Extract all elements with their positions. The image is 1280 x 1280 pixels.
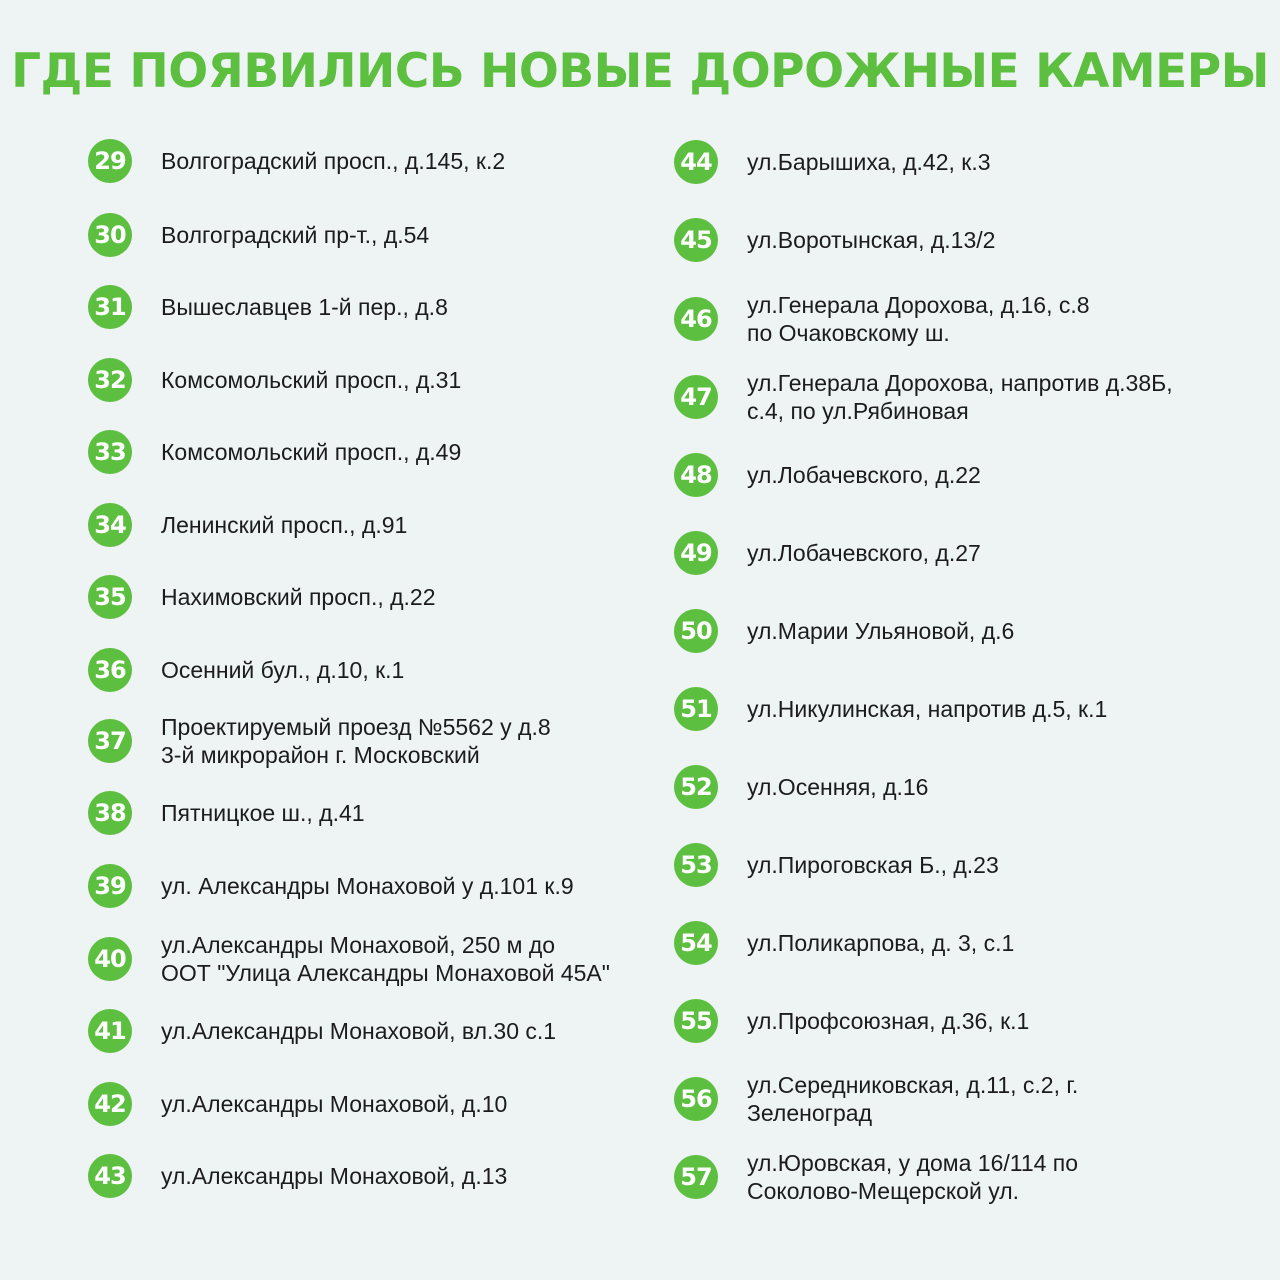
- list-item: [88, 277, 448, 337]
- item-address: Волгоградский пр-т., д.54: [161, 222, 430, 248]
- item-number-badge: 49: [674, 531, 718, 575]
- item-number-badge: 39: [88, 864, 132, 908]
- item-number-badge: 52: [674, 765, 718, 809]
- list-item: [88, 1146, 507, 1206]
- item-address: ул.Пироговская Б., д.23: [747, 852, 999, 878]
- item-number-badge: 33: [88, 430, 132, 474]
- list-item: [88, 1001, 556, 1061]
- list-item: [88, 495, 407, 555]
- item-address: ул.Барышиха, д.42, к.3: [747, 149, 991, 175]
- list-item: [674, 1069, 1078, 1129]
- item-number-badge: 37: [88, 719, 132, 763]
- item-address: Нахимовский просп., д.22: [161, 584, 436, 610]
- item-number-badge: 40: [88, 937, 132, 981]
- item-number-badge: 44: [674, 140, 718, 184]
- item-number-badge: 32: [88, 358, 132, 402]
- item-number-badge: 55: [674, 999, 718, 1043]
- list-item: [88, 640, 404, 700]
- list-item: [88, 1074, 507, 1134]
- list-item: [88, 131, 505, 191]
- list-item: [88, 350, 461, 410]
- item-address: ул.Середниковская, д.11, с.2, г. Зеленоград: [747, 1072, 1079, 1126]
- item-number-badge: 54: [674, 921, 718, 965]
- item-address: ул.Воротынская, д.13/2: [747, 227, 996, 253]
- item-address: ул.Профсоюзная, д.36, к.1: [747, 1008, 1030, 1034]
- list-item: [674, 679, 1107, 739]
- item-address: ул.Юровская, у дома 16/114 по Соколово-Мещерской ул.: [747, 1150, 1079, 1204]
- list-item: [88, 856, 574, 916]
- item-number-badge: 38: [88, 791, 132, 835]
- item-number-badge: 30: [88, 213, 132, 257]
- item-address: Волгоградский просп., д.145, к.2: [161, 148, 506, 174]
- list-item: [674, 601, 1014, 661]
- item-number-badge: 29: [88, 139, 132, 183]
- item-address: ул. Александры Монаховой у д.101 к.9: [161, 873, 574, 899]
- item-address: ул.Марии Ульяновой, д.6: [747, 618, 1015, 644]
- list-item: [88, 422, 461, 482]
- item-address: Вышеславцев 1-й пер., д.8: [161, 294, 448, 320]
- page-title: ГДЕ ПОЯВИЛИСЬ НОВЫЕ ДОРОЖНЫЕ КАМЕРЫ: [11, 44, 1269, 99]
- item-address: ул.Александры Монаховой, вл.30 с.1: [161, 1018, 557, 1044]
- item-number-badge: 42: [88, 1082, 132, 1126]
- item-address: ул.Лобачевского, д.22: [747, 462, 981, 488]
- item-address: Комсомольский просп., д.31: [161, 367, 462, 393]
- item-address: Пятницкое ш., д.41: [161, 800, 365, 826]
- list-item: [88, 205, 429, 265]
- item-address: ул.Александры Монаховой, 250 м до ООТ "Улица Александры Монаховой 45А": [161, 932, 610, 986]
- item-number-badge: 47: [674, 375, 718, 419]
- item-number-badge: 36: [88, 648, 132, 692]
- item-number-badge: 35: [88, 575, 132, 619]
- list-item: [674, 913, 1014, 973]
- list-item: [674, 289, 1090, 349]
- item-address: ул.Лобачевского, д.27: [747, 540, 981, 566]
- list-item: [674, 835, 999, 895]
- list-item: [674, 1147, 1078, 1207]
- item-number-badge: 41: [88, 1009, 132, 1053]
- item-address: Комсомольский просп., д.49: [161, 439, 462, 465]
- list-item: [674, 210, 995, 270]
- item-address: Проектируемый проезд №5562 у д.8 3-й микрорайон г. Московский: [161, 714, 551, 768]
- item-address: ул.Генерала Дорохова, напротив д.38Б, с.4, по ул.Рябиновая: [747, 370, 1173, 424]
- item-number-badge: 51: [674, 687, 718, 731]
- item-address: ул.Александры Монаховой, д.10: [161, 1091, 508, 1117]
- list-item: [88, 711, 551, 771]
- item-address: ул.Никулинская, напротив д.5, к.1: [747, 696, 1108, 722]
- item-number-badge: 45: [674, 218, 718, 262]
- item-address: ул.Поликарпова, д. 3, с.1: [747, 930, 1015, 956]
- list-item: [88, 929, 610, 989]
- item-number-badge: 34: [88, 503, 132, 547]
- list-item: [674, 523, 981, 583]
- list-item: [88, 783, 365, 843]
- item-number-badge: 46: [674, 297, 718, 341]
- list-item: [674, 445, 981, 505]
- list-item: [674, 132, 991, 192]
- item-number-badge: 50: [674, 609, 718, 653]
- list-item: [674, 757, 928, 817]
- item-address: ул.Александры Монаховой, д.13: [161, 1163, 508, 1189]
- item-number-badge: 43: [88, 1154, 132, 1198]
- item-number-badge: 57: [674, 1155, 718, 1199]
- list-item: [88, 567, 436, 627]
- item-number-badge: 31: [88, 285, 132, 329]
- list-item: [674, 991, 1029, 1051]
- item-address: ул.Генерала Дорохова, д.16, с.8 по Очаковскому ш.: [747, 292, 1090, 346]
- list-item: [674, 367, 1173, 427]
- item-number-badge: 53: [674, 843, 718, 887]
- item-address: Осенний бул., д.10, к.1: [161, 657, 405, 683]
- item-number-badge: 56: [674, 1077, 718, 1121]
- item-address: Ленинский просп., д.91: [161, 512, 408, 538]
- item-number-badge: 48: [674, 453, 718, 497]
- item-address: ул.Осенняя, д.16: [747, 774, 929, 800]
